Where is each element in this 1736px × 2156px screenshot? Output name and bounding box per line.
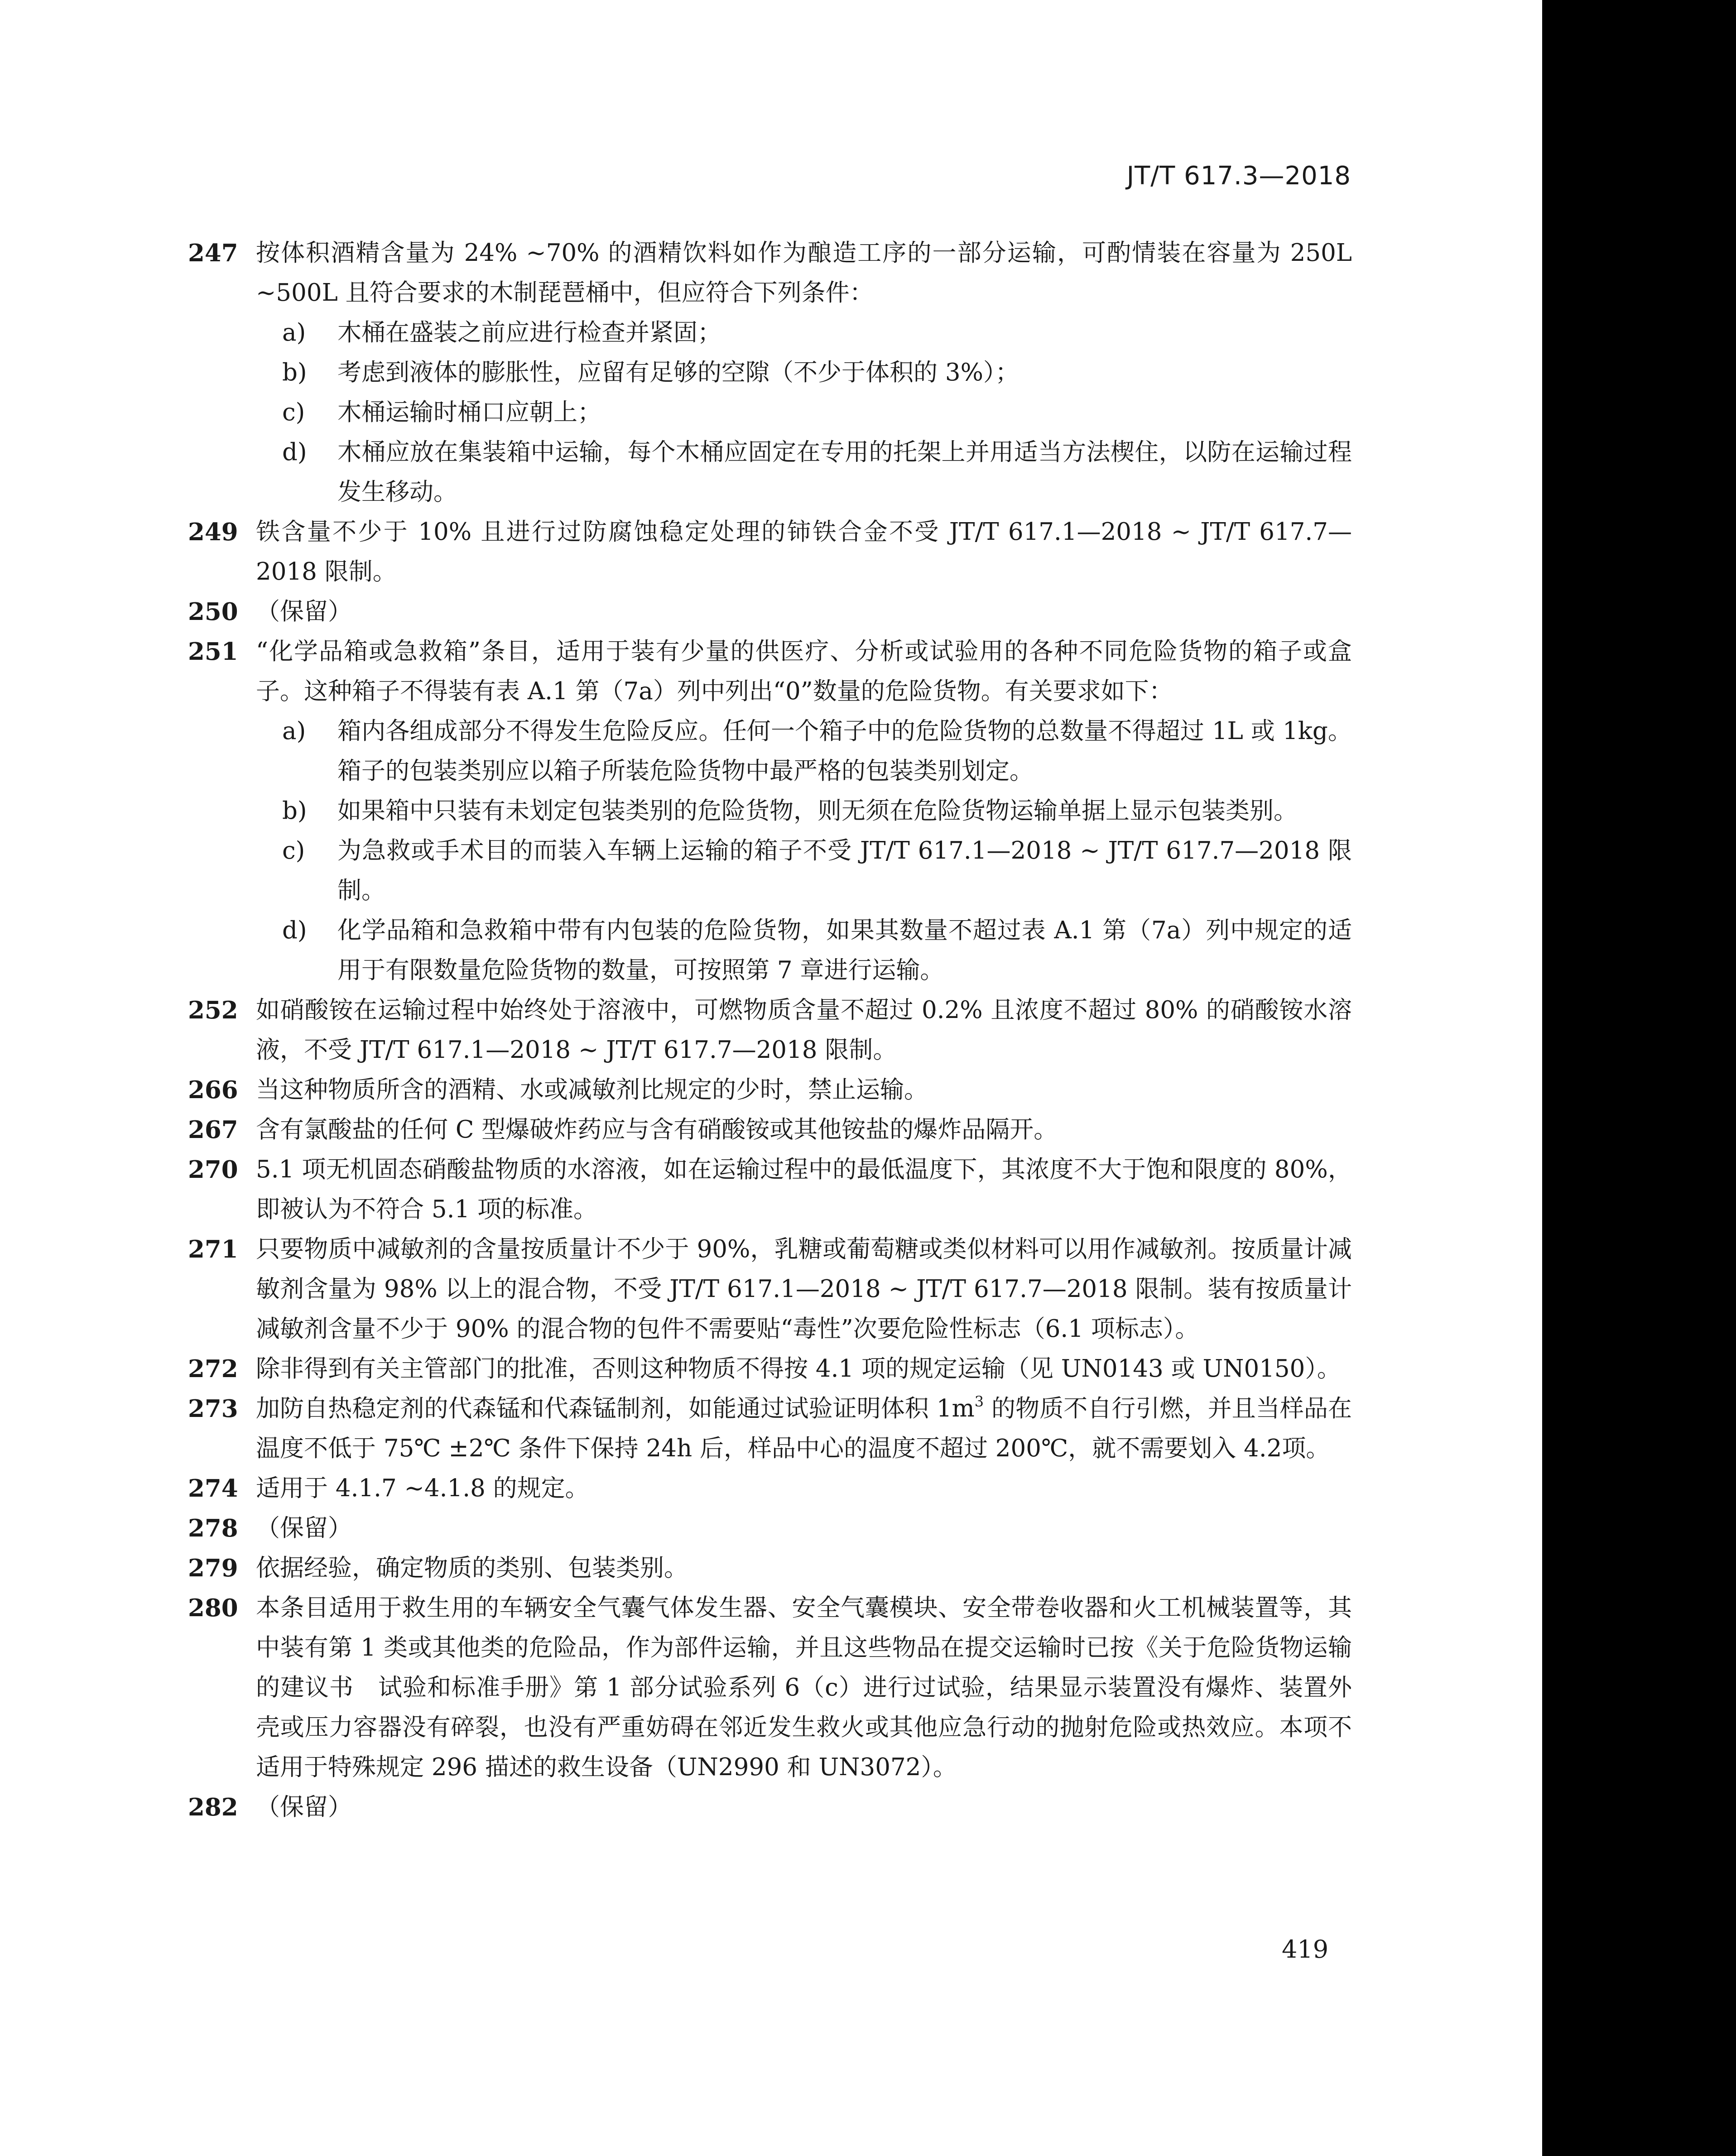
item-label: b) [282, 797, 307, 825]
provision-number: 278 [188, 1514, 238, 1542]
list-item [256, 911, 1352, 990]
provision-text: 只要物质中减敏剂的含量按质量计不少于 90%，乳糖或葡萄糖或类似材料可以用作减敏剂。按质量计减敏剂含量为 98% 以上的混合物，不受 JT/T 617.1—2018 ~ JT/T 617.7—2018 限制。装有按质量计减敏剂含量不少于 90% 的混合物的包件不需要贴“毒性”次要危险性标志（6.1 项标志）。 [256, 1235, 1352, 1343]
provision-267 [188, 1110, 1352, 1150]
provision-274 [188, 1469, 1352, 1508]
item-label: d) [282, 438, 307, 466]
item-text: 化学品箱和急救箱中带有内包装的危险货物，如果其数量不超过表 A.1 第（7a）列中规定的适用于有限数量危险货物的数量，可按照第 7 章进行运输。 [337, 917, 1352, 984]
item-label: d) [282, 917, 307, 944]
item-label: a) [282, 319, 306, 346]
item-text: 木桶在盛装之前应进行检查并紧固； [337, 319, 721, 346]
provision-text: （保留） [256, 1514, 352, 1542]
provision-271 [188, 1229, 1352, 1349]
provision-text: 如硝酸铵在运输过程中始终处于溶液中，可燃物质含量不超过 0.2% 且浓度不超过 80% 的硝酸铵水溶液，不受 JT/T 617.1—2018 ~ JT/T 617.7—2018 限制。 [256, 996, 1352, 1064]
cubic-superscript: 3 [974, 1393, 984, 1410]
provision-text: 铁含量不少于 10% 且进行过防腐蚀稳定处理的铈铁合金不受 JT/T 617.1—2018 ~ JT/T 617.7—2018 限制。 [256, 518, 1352, 586]
provision-text: （保留） [256, 1793, 352, 1821]
provision-280 [188, 1588, 1352, 1787]
provision-text: 适用于 4.1.7 ~4.1.8 的规定。 [256, 1474, 589, 1502]
provision-number: 274 [188, 1474, 238, 1503]
item-text: 考虑到液体的膨胀性，应留有足够的空隙（不少于体积的 3%）； [337, 359, 1019, 386]
provision-278 [188, 1508, 1352, 1548]
text-after-sup: 的物质不自行引燃，并且当样品在温度不低于 75℃ ±2℃ 条件下保持 24h 后，样品中心的温度不超过 200℃，就不需要划入 4.2项。 [256, 1395, 1352, 1462]
provision-number: 282 [188, 1793, 238, 1821]
item-label: c) [282, 837, 305, 864]
provision-252 [188, 990, 1352, 1070]
provision-text [256, 1389, 1352, 1469]
provision-text: 本条目适用于救生用的车辆安全气囊气体发生器、安全气囊模块、安全带卷收器和火工机械装置等，其中装有第 1 类或其他类的危险品，作为部件运输，并且这些物品在提交运输时已按《关于危险货物运输的建议书 试验和标准手册》第 1 部分试验系列 6（c）进行过试验，结果显示装置没有爆炸、装置外壳或压力容器没有碎裂，也没有严重妨碍在邻近发生救火或其他应急行动的抛射危险或热效应。本项不适用于特殊规定 296 描述的救生设备（UN2990 和 UN3072）。 [256, 1594, 1352, 1781]
provision-number: 270 [188, 1156, 238, 1184]
list-item [256, 711, 1352, 791]
provision-number: 252 [188, 996, 238, 1024]
list-item [256, 432, 1352, 512]
item-text: 箱内各组成部分不得发生危险反应。任何一个箱子中的危险货物的总数量不得超过 1L 或 1kg。箱子的包装类别应以箱子所装危险货物中最严格的包装类别划定。 [337, 717, 1352, 785]
page-header: JT/T 617.3—2018 [1126, 161, 1351, 191]
provision-text: 含有氯酸盐的任何 C 型爆破炸药应与含有硝酸铵或其他铵盐的爆炸品隔开。 [256, 1116, 1058, 1143]
list-item [256, 313, 1352, 353]
provision-number: 267 [188, 1116, 238, 1144]
provision-247 [188, 233, 1352, 512]
item-text: 木桶应放在集装箱中运输，每个木桶应固定在专用的托架上并用适当方法楔住，以防在运输过程发生移动。 [337, 438, 1352, 506]
provision-number: 251 [188, 638, 238, 666]
provision-270 [188, 1150, 1352, 1229]
item-label: a) [282, 717, 306, 745]
item-text: 如果箱中只装有未划定包装类别的危险货物，则无须在危险货物运输单据上显示包装类别。 [337, 797, 1298, 825]
list-item [256, 393, 1352, 432]
provision-272 [188, 1349, 1352, 1389]
page-number: 419 [1282, 1935, 1329, 1964]
provision-text: 当这种物质所含的酒精、水或减敏剂比规定的少时，禁止运输。 [256, 1076, 928, 1104]
provision-number: 266 [188, 1076, 238, 1104]
provision-number: 279 [188, 1554, 238, 1582]
list-item [256, 831, 1352, 911]
provision-266 [188, 1070, 1352, 1110]
provision-text: “化学品箱或急救箱”条目，适用于装有少量的供医疗、分析或试验用的各种不同危险货物的箱子或盒子。这种箱子不得装有表 A.1 第（7a）列中列出“0”数量的危险货物。有关要求如下： [256, 638, 1352, 705]
provision-number: 280 [188, 1594, 238, 1622]
item-label: b) [282, 359, 307, 386]
black-margin-strip [1542, 0, 1736, 2156]
provision-number: 273 [188, 1395, 238, 1423]
provision-number: 272 [188, 1355, 238, 1383]
provision-273 [188, 1389, 1352, 1469]
provision-text: （保留） [256, 598, 352, 625]
provisions-list [188, 233, 1352, 1827]
list-item [256, 791, 1352, 831]
provision-279 [188, 1548, 1352, 1588]
provision-number: 247 [188, 239, 238, 267]
provision-text: 5.1 项无机固态硝酸盐物质的水溶液，如在运输过程中的最低温度下，其浓度不大于饱和限度的 80%，即被认为不符合 5.1 项的标准。 [256, 1156, 1352, 1223]
list-item [256, 353, 1352, 393]
provision-number: 250 [188, 598, 238, 626]
provision-number: 249 [188, 518, 238, 546]
provision-number: 271 [188, 1235, 238, 1263]
item-label: c) [282, 399, 305, 426]
provision-249 [188, 512, 1352, 592]
provision-250 [188, 592, 1352, 632]
provision-251 [188, 632, 1352, 990]
provision-text: 依据经验，确定物质的类别、包装类别。 [256, 1554, 688, 1582]
provision-text: 除非得到有关主管部门的批准，否则这种物质不得按 4.1 项的规定运输（见 UN0143 或 UN0150）。 [256, 1355, 1341, 1383]
item-text: 为急救或手术目的而装入车辆上运输的箱子不受 JT/T 617.1—2018 ~ JT/T 617.7—2018 限制。 [337, 837, 1352, 904]
text-before-sup: 加防自热稳定剂的代森锰和代森锰制剂，如能通过试验证明体积 1m [256, 1395, 975, 1422]
provision-text: 按体积酒精含量为 24% ~70% 的酒精饮料如作为酿造工序的一部分运输，可酌情装在容量为 250L ~500L 且符合要求的木制琵琶桶中，但应符合下列条件： [256, 239, 1352, 307]
item-text: 木桶运输时桶口应朝上； [337, 399, 601, 426]
provision-282 [188, 1787, 1352, 1827]
